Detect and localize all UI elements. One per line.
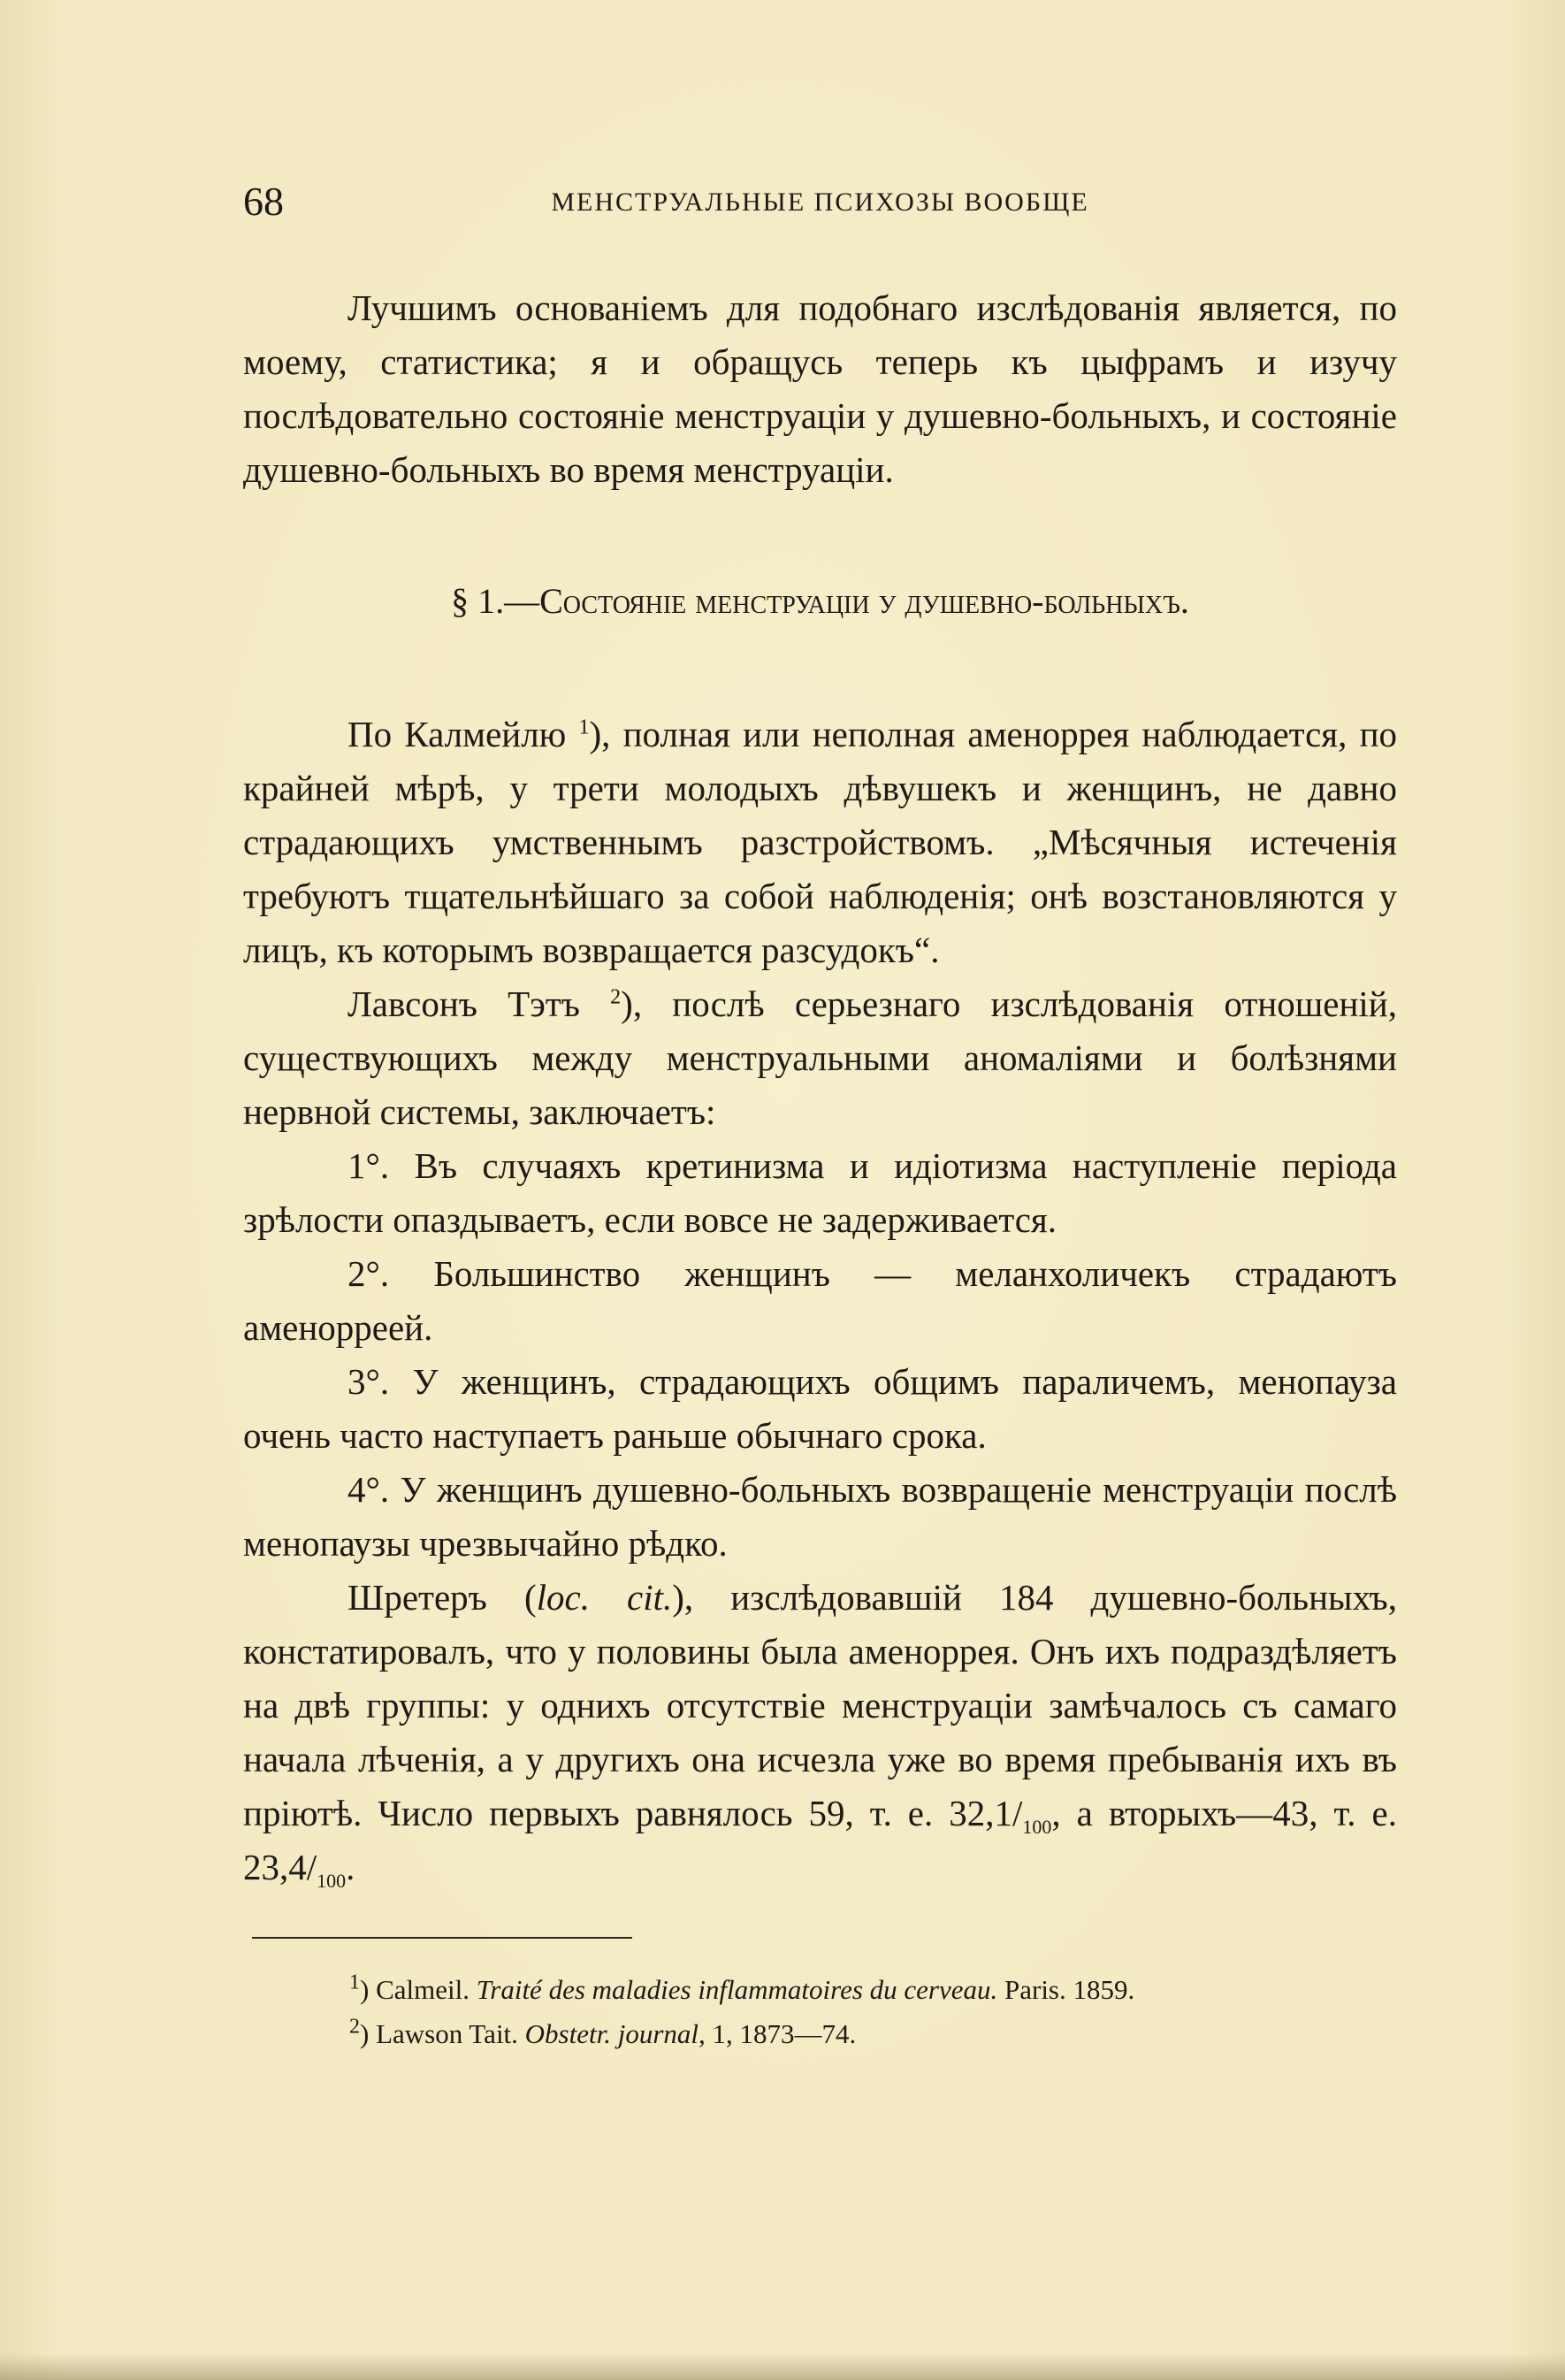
footnote-author: ) Lawson Tait. bbox=[360, 2018, 525, 2049]
footnote-marker: 2 bbox=[349, 2015, 360, 2039]
loc-cit: loc. cit. bbox=[536, 1577, 673, 1618]
fraction-denominator-2: 100 bbox=[317, 1870, 347, 1893]
paragraph-schroeter bbox=[243, 1571, 1397, 1894]
paragraph-schroeter-between: , а вторыхъ—43, т. е. 23,4/ bbox=[243, 1793, 1397, 1887]
footnote-marker: 1 bbox=[349, 1971, 360, 1994]
running-title: МЕНСТРУАЛЬНЫЕ ПСИХОЗЫ ВООБЩЕ bbox=[551, 187, 1089, 217]
section-number: § 1.— bbox=[451, 581, 540, 621]
footnote-2 bbox=[349, 2012, 1393, 2056]
list-item: 4°. У женщинъ душевно-больныхъ возвращеніе менструаціи послѣ менопаузы чрезвычайно рѣдко. bbox=[243, 1469, 1397, 1564]
paragraph-schroeter-end: . bbox=[346, 1847, 355, 1887]
paragraph-calmeil-rest: ), полная или неполная аменоррея наблюдается, по крайней мѣрѣ, у трети молодыхъ дѣвушекъ и женщинъ, не давно страдающихъ умственнымъ разстройствомъ. „Мѣсячныя истеченія требуютъ тщательнѣйшаго за собой наблюденія; онѣ возстановляются у лицъ, къ которымъ возвращается разсудокъ“. bbox=[243, 714, 1398, 970]
fraction-denominator-1: 100 bbox=[1022, 1816, 1052, 1839]
footnotes bbox=[349, 1968, 1393, 2056]
footnote-author: ) Calmeil. bbox=[360, 1974, 477, 2005]
section-title: Состояніе менструаціи у душевно-больныхъ. bbox=[539, 581, 1189, 621]
footnote-ref-1: 1 bbox=[578, 716, 590, 739]
section-heading bbox=[243, 575, 1397, 628]
footnote-title: Traité des maladies inflammatoires du cerveau. bbox=[476, 1974, 998, 2005]
footnote-rule bbox=[252, 1937, 632, 1939]
paragraph-lawson-tait bbox=[243, 977, 1397, 1139]
page-bottom-edge bbox=[0, 2353, 1565, 2380]
paragraph-calmeil-start: По Калмейлю bbox=[347, 714, 567, 754]
list-item: 2°. Большинство женщинъ — меланхоличекъ страдаютъ аменорреей. bbox=[243, 1253, 1397, 1348]
paragraph-lawson-tait-start: Лавсонъ Тэтъ bbox=[347, 983, 580, 1024]
running-head bbox=[243, 175, 1397, 228]
intro-paragraph: Лучшимъ основаніемъ для подобнаго изслѣдованія является, по моему, статистика; я и обращусь теперь къ цыфрамъ и изучу послѣдовательно состояніе менструаціи у душевно-больныхъ, и состояніе душевно-больныхъ во время менструаціи. bbox=[243, 287, 1397, 490]
footnote-1 bbox=[349, 1968, 1393, 2012]
list-item: 1°. Въ случаяхъ кретинизма и идіотизма наступленіе періода зрѣлости опаздываетъ, если вовсе не задерживается. bbox=[243, 1145, 1397, 1240]
page-number: 68 bbox=[243, 179, 284, 224]
footnote-details: Paris. 1859. bbox=[997, 1974, 1135, 2005]
paragraph-lawson-tait-rest: ), послѣ серьезнаго изслѣдованія отношеній, существующихъ между менструальными аномаліями и болѣзнями нервной системы, заключаетъ: bbox=[243, 983, 1397, 1132]
paragraph-schroeter-body: ), изслѣдовавшій 184 душевно-больныхъ, констатировалъ, что у половины была аменоррея. Онъ ихъ подраздѣляетъ на двѣ группы: у однихъ отсутствіе менструаціи замѣчалось съ самаго начала лѣченія, а у другихъ она исчезла уже во время пребыванія ихъ въ пріютѣ. Число первыхъ равнялось 59, т. е. 32,1/ bbox=[243, 1577, 1397, 1833]
intro-block bbox=[243, 281, 1397, 497]
footnote-title: Obstetr. journal, bbox=[524, 2018, 706, 2049]
paragraph-calmeil bbox=[243, 708, 1397, 977]
paragraph-schroeter-start: Шретеръ ( bbox=[347, 1577, 537, 1618]
list-item: 3°. У женщинъ, страдающихъ общимъ параличемъ, менопауза очень часто наступаетъ раньше обычнаго срока. bbox=[243, 1361, 1397, 1456]
footnote-ref-2: 2 bbox=[610, 985, 622, 1009]
footnote-details: 1, 1873—74. bbox=[705, 2018, 857, 2049]
main-text bbox=[243, 708, 1397, 1894]
